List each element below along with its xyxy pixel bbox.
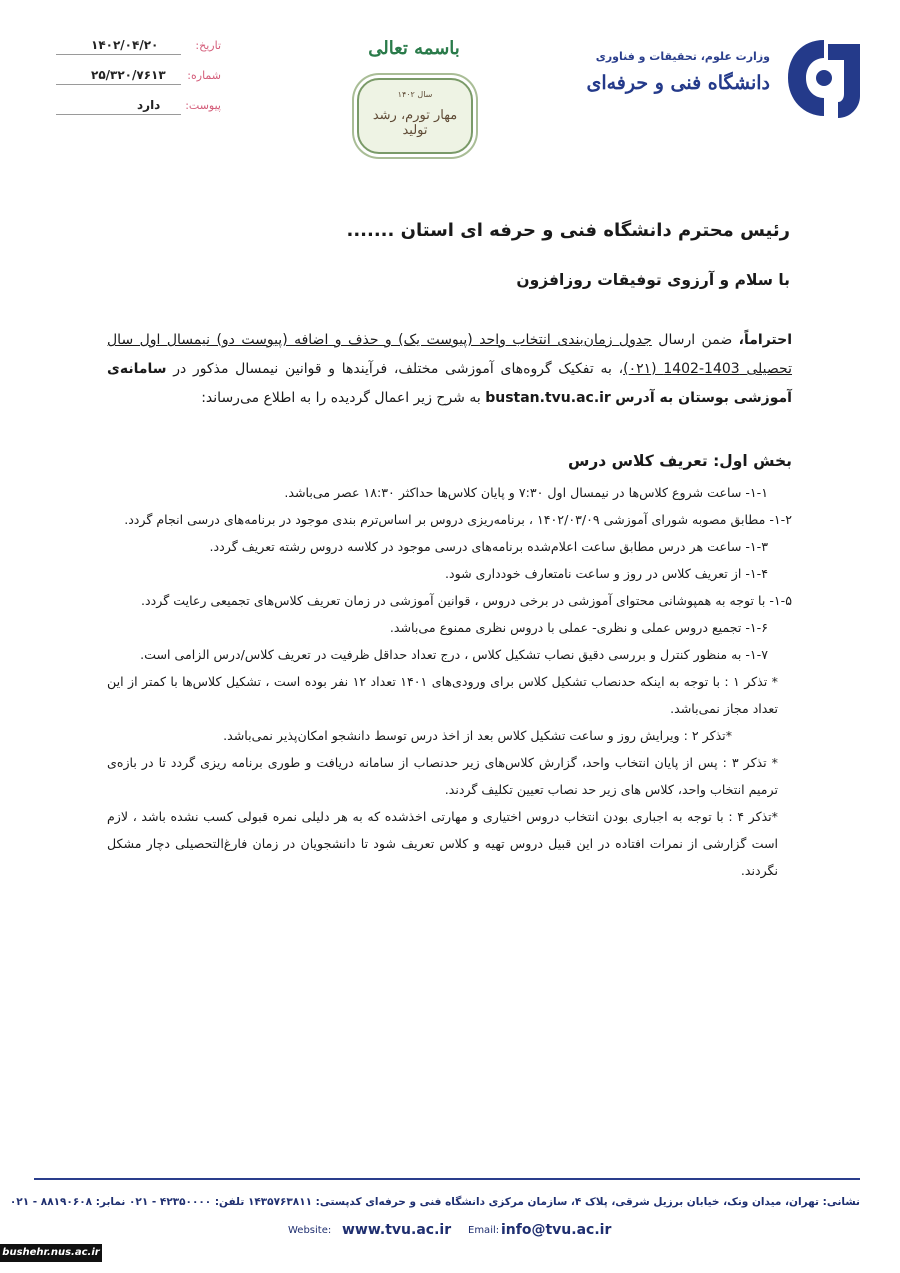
- rule-item: ۱-۳- ساعت هر درس مطابق ساعت اعلام‌شده برنامه‌های درسی موجود در کلاسه دروس رشته تعریف گردد.: [209, 539, 768, 554]
- rule-note: *تذکر ۲ : ویرایش روز و ساعت تشکیل کلاس بعد از اخذ درس توسط دانشجو امکان‌پذیر نمی‌باشد.: [223, 728, 732, 743]
- bismillah-text: باسمه تعالی: [368, 38, 460, 59]
- bustan-url: bustan.tvu.ac.ir: [485, 390, 611, 406]
- intro-text-2: ، به تفکیک گروه‌های آموزشی مختلف، فرآیندها و قوانین نیمسال مذکور در: [166, 361, 624, 377]
- rule-item: ۱-۲- مطابق مصوبه شورای آموزشی ۱۴۰۲/۰۳/۰۹ ، برنامه‌ریزی دروس بر اساس‌ترم بندی موجود در برنامه‌های درسی انجام گردد.: [124, 512, 792, 527]
- rule-note: * تذکر ۱ : با توجه به اینکه حدنصاب تشکیل کلاس برای ورودی‌های ۱۴۰۱ تعداد ۱۲ نفر بوده است ، تشکیل کلاس‌ها با کمتر از این تعداد مجاز نمی‌باشد.: [107, 674, 778, 716]
- email-label: Email:: [468, 1225, 500, 1236]
- intro-paragraph: [107, 326, 792, 413]
- intro-system-name: سامانه‌ی آموزشی بوستان به آدرس: [107, 361, 792, 406]
- university-logo: [586, 36, 864, 126]
- website-link[interactable]: www.tvu.ac.ir: [342, 1222, 452, 1238]
- letter-number: [56, 68, 221, 88]
- university-name: دانشگاه فنی و حرفه‌ای: [586, 72, 770, 94]
- slogan-badge: [357, 78, 473, 154]
- rule-item: ۱-۱- ساعت شروع کلاس‌ها در نیمسال اول ۷:۳۰ و پایان کلاس‌ها حداکثر ۱۸:۳۰ عصر می‌باشد.: [284, 485, 768, 500]
- tvu-logo-icon: [784, 36, 864, 122]
- intro-text-1: ضمن ارسال: [651, 332, 739, 348]
- source-watermark: bushehr.nus.ac.ir: [0, 1244, 102, 1262]
- rule-note: *تذکر ۴ : با توجه به اجباری بودن انتخاب دروس اختیاری و مهارتی اخذشده که به هر دلیلی نمره قبولی کسب نشده باشد ، لازم است گزارشی از نمرات افتاده در این قبیل دروس تهیه و کلاس تعریف شود تا دانشجویان در زمان فارغ‌التحصیلی دچار مشکل نگردند.: [107, 809, 778, 878]
- letter-date: [56, 38, 221, 58]
- footer-contacts: [288, 1222, 618, 1240]
- slogan-text: مهار تورم، رشد تولید: [372, 108, 458, 138]
- ministry-name: وزارت علوم، تحقیقات و فناوری: [595, 50, 770, 63]
- section-title: بخش اول: تعریف کلاس درس: [567, 452, 792, 470]
- year-slogan-emblem: [354, 38, 474, 166]
- slogan-year: سال ۱۴۰۲: [397, 90, 433, 99]
- date-value: ۱۴۰۲/۰۴/۲۰: [88, 38, 161, 52]
- rule-item: ۱-۵- با توجه به همپوشانی محتوای آموزشی در برخی دروس ، قوانین آموزشی در زمان تعریف کلاس‌های تجمیعی رعایت گردد.: [141, 593, 792, 608]
- date-label: تاریخ:: [195, 39, 221, 52]
- rule-item: ۱-۶- تجمیع دروس عملی و نظری- عملی با دروس نظری ممنوع می‌باشد.: [389, 620, 768, 635]
- addressee: رئیس محترم دانشگاه فنی و حرفه ای استان .......: [346, 220, 790, 241]
- attachment-value: دارد: [134, 98, 163, 112]
- greeting: با سلام و آرزوی توفیقات روزافزون: [516, 271, 790, 289]
- intro-lead: احتراماً،: [738, 332, 793, 348]
- number-label: شماره:: [187, 69, 221, 82]
- footer-address: نشانی: تهران، میدان ونک، خیابان برزیل شرقی، پلاک ۴، سازمان مرکزی دانشگاه فنی و حرفه‌ای کدپستی: ۱۴۳۵۷۶۳۸۱۱ تلفن: ۴۲۳۵۰۰۰۰ - ۰۲۱ نمابر: ۸۸۱۹۰۶۰۸ - ۰۲۱: [9, 1196, 860, 1208]
- rule-item: ۱-۴- از تعریف کلاس در روز و ساعت نامتعارف خودداری شود.: [444, 566, 768, 581]
- number-value: ۲۵/۳۲۰/۷۶۱۳: [88, 68, 169, 82]
- rule-note: * تذکر ۳ : پس از پایان انتخاب واحد، گزارش کلاس‌های زیر حدنصاب از سامانه دریافت و طوری برنامه ریزی گردد تا در بازه‌ی ترمیم انتخاب واحد، کلاس های زیر حد نصاب تعیین تکلیف گردند.: [107, 755, 778, 797]
- letter-attachment: [56, 98, 221, 118]
- website-label: Website:: [288, 1225, 332, 1236]
- email-link[interactable]: info@tvu.ac.ir: [501, 1222, 612, 1238]
- footer-divider: [34, 1178, 860, 1180]
- rule-item: ۱-۷- به منظور کنترل و بررسی دقیق نصاب تشکیل کلاس ، درج تعداد حداقل ظرفیت در تعریف کلاس/درس الزامی است.: [140, 647, 768, 662]
- rules-list: [107, 479, 792, 884]
- intro-text-3: به شرح زیر اعمال گردیده را به اطلاع می‌رساند:: [201, 390, 486, 406]
- intro-schedule-reference: جدول زمان‌بندی انتخاب واحد (پیوست یک) و حذف و اضافه (پیوست دو) نیمسال اول سال تحصیلی 1403-1402 (۰۲۱): [107, 332, 792, 377]
- attachment-label: پیوست:: [185, 99, 221, 112]
